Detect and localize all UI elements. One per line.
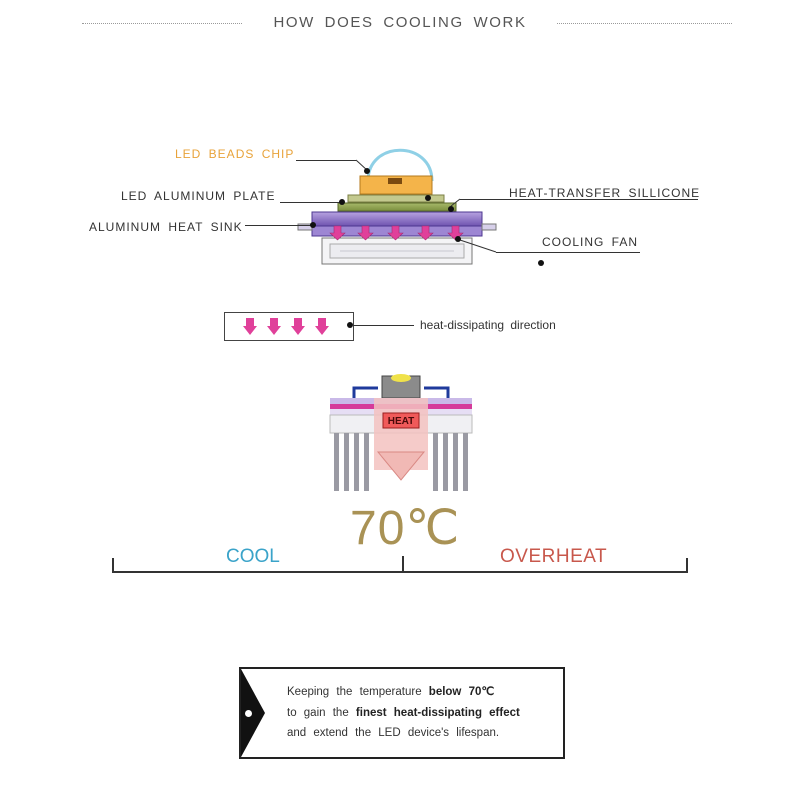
leader-direction-legend [352,325,414,326]
marker-cooling-fan [455,236,461,242]
temperature-scale-bar [113,571,688,573]
temperature-threshold: 70℃ [350,502,461,555]
heat-cross-section-diagram [326,370,476,494]
leader-cooling-fan [496,252,640,253]
marker-heat-transfer-silicone-2 [448,206,454,212]
label-led-beads-chip: LED BEADS CHIP [175,147,295,161]
leader-led-beads-chip [296,160,356,161]
marker-led-aluminum-plate [339,199,345,205]
pink-arrow-icon [243,318,257,336]
leader-cooling-fan-diagonal [456,236,500,256]
leader-aluminum-heat-sink [245,225,313,226]
leader-heat-transfer-silicone [460,199,698,200]
scale-tick-middle [402,556,404,573]
heat-badge: HEAT [387,416,415,427]
info-callout-box [239,667,565,759]
direction-legend-box [224,312,354,341]
direction-legend-label: heat-dissipating direction [420,318,556,332]
scale-tick-right [686,558,688,573]
marker-cooling-fan-end [538,260,544,266]
cool-label: COOL [226,546,280,567]
scale-tick-left [112,558,114,573]
leader-led-aluminum-plate [280,202,342,203]
label-cooling-fan: COOLING FAN [542,235,639,249]
cooling-assembly-diagram [0,0,800,300]
overheat-label: OVERHEAT [500,546,608,567]
label-heat-transfer-silicone: HEAT-TRANSFER SILLICONE [509,186,701,200]
label-aluminum-heat-sink: ALUMINUM HEAT SINK [89,220,243,234]
marker-heat-transfer-silicone [425,195,431,201]
info-text [287,682,520,744]
pointer-dot-icon [245,710,252,717]
page-title: HOW DOES COOLING WORK [273,14,527,31]
info-line-1: Keeping the temperature below 70℃ [287,686,495,698]
info-line-3: and extend the LED device's lifespan. [287,727,500,739]
info-line-2: to gain the finest heat-dissipating effect [287,706,520,719]
marker-aluminum-heat-sink [310,222,316,228]
marker-led-beads-chip [364,168,370,174]
label-led-aluminum-plate: LED ALUMINUM PLATE [121,189,276,203]
pink-arrow-icon [315,318,329,336]
leader-heat-transfer-silicone-diagonal [425,190,465,210]
pink-arrow-icon [267,318,281,336]
pink-arrow-icon [291,318,305,336]
